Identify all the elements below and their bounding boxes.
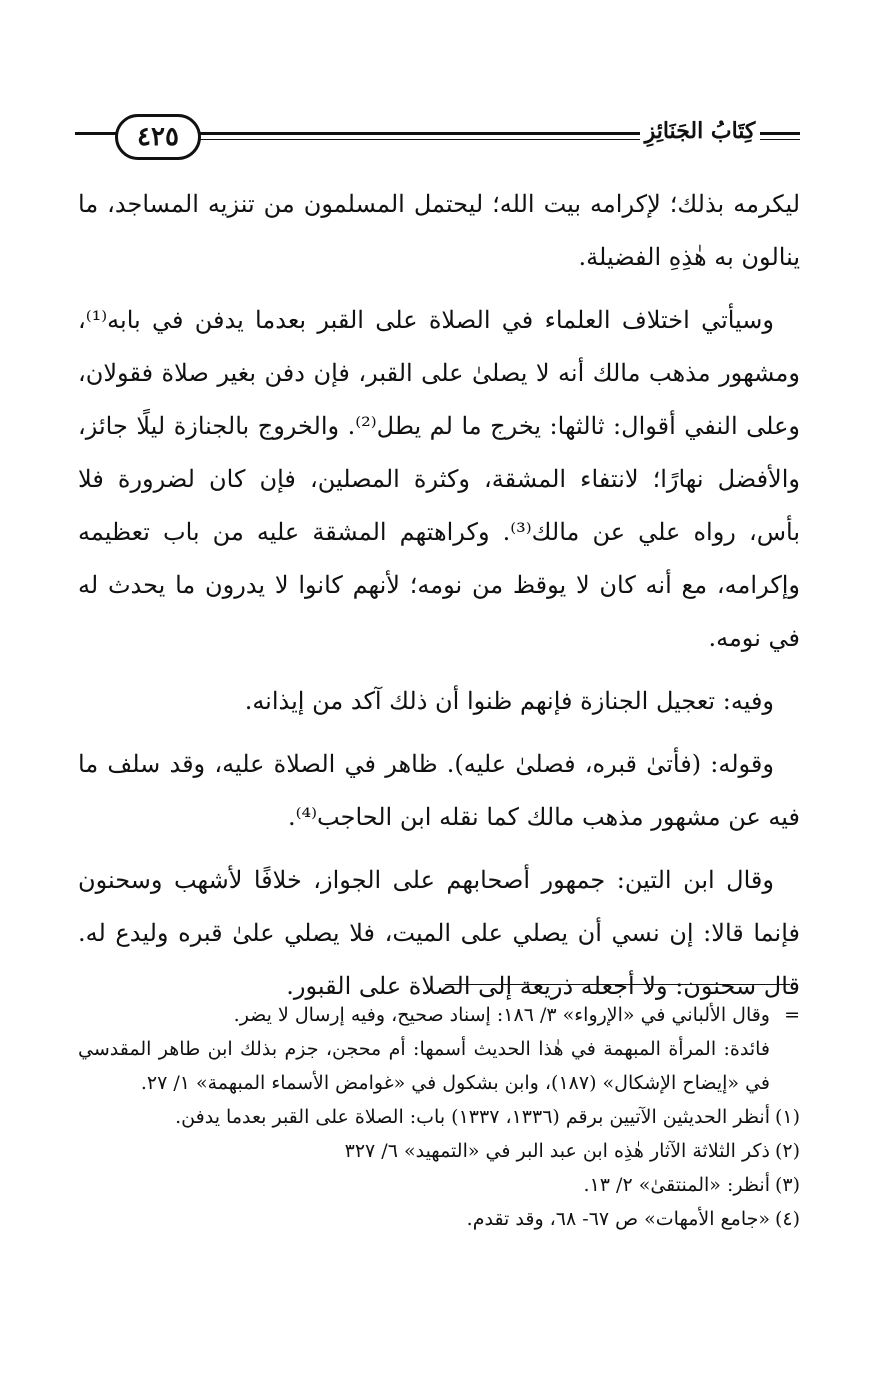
footnotes bbox=[78, 998, 800, 1236]
footnote bbox=[78, 1100, 800, 1134]
running-title: كِتَابُ الجَنَائِزِ bbox=[640, 118, 760, 144]
footnote-separator bbox=[445, 984, 790, 985]
footnote-text: «جامع الأمهات» ص ٦٧- ٦٨، وقد تقدم. bbox=[466, 1208, 770, 1230]
footnote-number: (١) bbox=[774, 1106, 800, 1128]
footnote-continuation bbox=[78, 998, 800, 1032]
header-rule-right bbox=[755, 132, 800, 135]
footnote bbox=[78, 1202, 800, 1236]
footnote-text: وقال الألباني في «الإرواء» ٣/ ١٨٦: إسناد صحيح، وفيه إرسال لا يضر. bbox=[233, 1004, 770, 1026]
paragraph: ليكرمه بذلك؛ لإكرامه بيت الله؛ ليحتمل المسلمون من تنزيه المساجد، ما ينالون به هٰذِهِ الفضيلة. bbox=[78, 190, 800, 271]
footnote-text: أنظر: «المنتقىٰ» ٢/ ١٣. bbox=[583, 1174, 770, 1196]
continuation-mark: = bbox=[784, 1004, 800, 1026]
footnote bbox=[78, 1168, 800, 1202]
paragraph: وقال ابن التين: جمهور أصحابهم على الجواز، خلافًا لأشهب وسحنون فإنما قالا: إن نسي أن يصلي على الميت، فلا يصلي علىٰ قبره وليدع له. قال سحنون: ولا أجعله ذريعة إلى الصلاة على القبور. bbox=[78, 866, 801, 1000]
paragraph: وفيه: تعجيل الجنازة فإنهم ظنوا أن ذلك آكد من إيذانه. bbox=[244, 687, 774, 715]
footnote-number: (٣) bbox=[774, 1174, 800, 1196]
header-rule-middle bbox=[190, 132, 690, 135]
footnote-number: (٢) bbox=[774, 1140, 800, 1162]
footnote-text: ذكر الثلاثة الآثار هٰذِه ابن عبد البر في «التمهيد» ٦/ ٣٢٧ bbox=[344, 1140, 770, 1162]
footnote-number: (٤) bbox=[774, 1208, 800, 1230]
header-rule-right-thin bbox=[755, 139, 800, 140]
page-header bbox=[75, 112, 800, 164]
header-rule-middle-thin bbox=[190, 139, 690, 140]
paragraph: وسيأتي اختلاف العلماء في الصلاة على القبر بعدما يدفن في بابه⁽¹⁾، ومشهور مذهب مالك أنه لا يصلىٰ على القبر، فإن دفن بغير صلاة فقولان، وعلى النفي أقوال: ثالثها: يخرج ما لم يطل⁽²⁾. والخروج بالجنازة ليلًا جائز، والأفضل نهارًا؛ لانتفاء المشقة، وكثرة المصلين، فإن كان لضرورة فلا بأس، رواه علي عن مالك⁽³⁾. وكراهتهم المشقة عليه من باب تعظيمه وإكرامه، مع أنه كان لا يوقظ من نومه؛ لأنهم كانوا لا يدرون ما يحدث له في نومه. bbox=[78, 306, 800, 652]
main-text bbox=[78, 178, 800, 1023]
page-number: ٤٢٥ bbox=[115, 114, 201, 160]
footnote-benefit: فائدة: المرأة المبهمة في هٰذا الحديث أسمها: أم محجن، جزم بذلك ابن طاهر المقدسي في «إيضاح الإشكال» (١٨٧)، وابن بشكول في «غوامض الأسماء المبهمة» ١/ ٢٧. bbox=[78, 1038, 770, 1094]
footnote-text: أنظر الحديثين الآتيين برقم (١٣٣٦، ١٣٣٧) باب: الصلاة على القبر بعدما يدفن. bbox=[175, 1106, 770, 1128]
paragraph: وقوله: (فأتىٰ قبره، فصلىٰ عليه). ظاهر في الصلاة عليه، وقد سلف ما فيه عن مشهور مذهب مالك كما نقله ابن الحاجب⁽⁴⁾. bbox=[78, 750, 800, 831]
footnote bbox=[78, 1134, 800, 1168]
